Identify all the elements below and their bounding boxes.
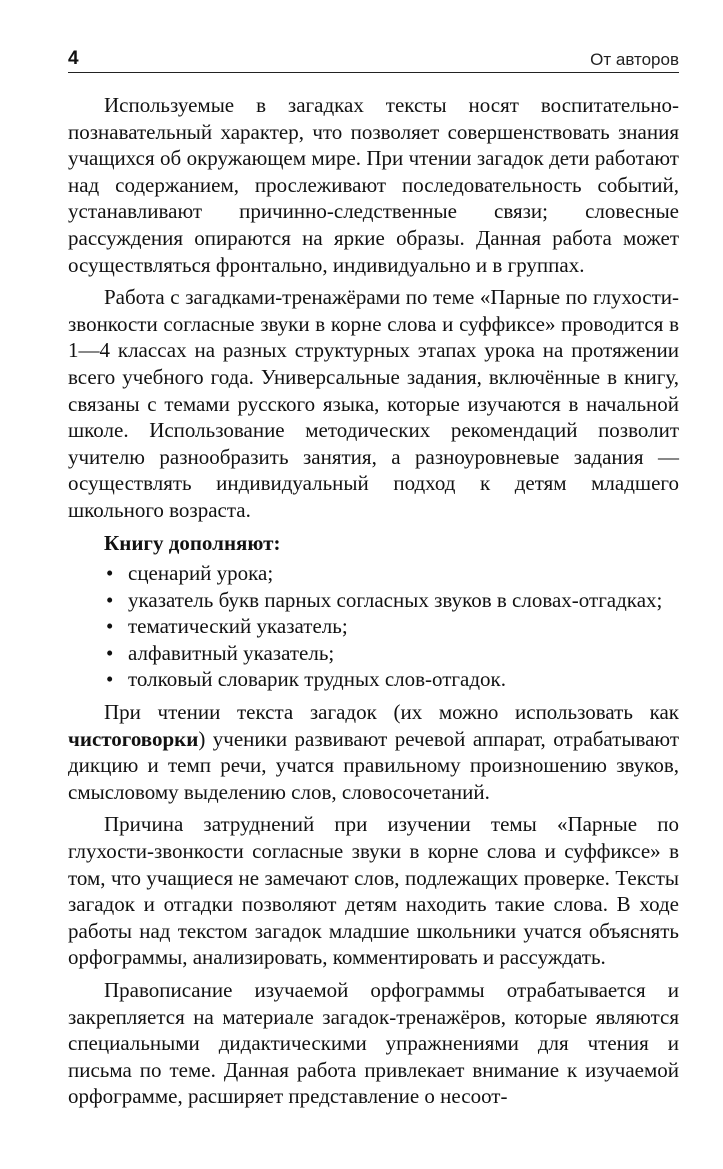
bullet-icon: •	[106, 561, 114, 586]
page-number: 4	[68, 48, 79, 69]
page-header	[68, 46, 679, 73]
paragraph-4: Причина затруднений при изучении темы «Парные по глухости-звонкости согласные звуки в корне слова и суффиксе» в том, что учащиеся не замечают слов, подлежащих проверке. Тексты загадок и отгадки позволяют детям находить такие слова. В ходе работы над текстом загадок младшие школьники учатся объяснять орфограммы, анализировать, комментировать и рассуждать.	[68, 812, 679, 970]
list-item	[104, 666, 679, 693]
paragraph-5: Правописание изучаемой орфограммы отрабатывается и закрепляется на материале загадок-тренажёров, которые являются специальными дидактическими упражнениями для чтения и письма по теме. Данная работа привлекает внимание к изучаемой орфограмме, расширяет представление о несоот-	[68, 978, 679, 1109]
running-title: От авторов	[590, 50, 679, 69]
list-item	[104, 560, 679, 587]
list-item	[104, 640, 679, 667]
list-item	[104, 587, 679, 614]
list-item-text: сценарий урока;	[128, 561, 274, 586]
bullet-icon: •	[106, 587, 114, 612]
paragraph-1: Используемые в загадках тексты носят воспитательно-познавательный характер, что позволяет совершенствовать знания учащихся об окружающем мире. При чтении загадок дети работают над содержанием, прослеживают последовательность событий, устанавливают причинно-следственные связи; словесные рассуждения опираются на яркие образы. Данная работа может осуществляться фронтально, индивидуально и в группах.	[68, 93, 679, 277]
supplements-heading: Книгу дополняют:	[104, 530, 281, 555]
list-item	[104, 613, 679, 640]
list-item-text: указатель букв парных согласных звуков в словах-отгадках;	[128, 587, 663, 612]
list-item-text: алфавитный указатель;	[128, 640, 335, 665]
bullet-icon: •	[106, 667, 114, 692]
bold-term: чистоговорки	[68, 726, 199, 751]
bullet-icon: •	[106, 614, 114, 639]
supplements-list	[68, 560, 679, 693]
paragraph-3	[68, 699, 679, 805]
paragraph-3-start: При чтении текста загадок (их можно использовать как	[104, 700, 679, 725]
paragraph-3-end: ) ученики развивают речевой аппарат, отрабатывают дикцию и темп речи, учатся правильному произношению звуков, смысловому выделению слов, словосочетаний.	[68, 726, 679, 804]
paragraph-2: Работа с загадками-тренажёрами по теме «Парные по глухости-звонкости согласные звуки в корне слова и суффиксе» проводится в 1—4 классах на разных структурных этапах урока на протяжении всего учебного года. Универсальные задания, включённые в книгу, связаны с темами русского языка, которые изучаются в начальной школе. Использование методических рекомендаций позволит учителю разнообразить занятия, а разноуровневые задания — осуществлять индивидуальный подход к детям младшего школьного возраста.	[68, 285, 679, 522]
body-text	[68, 92, 679, 1116]
list-item-text: толковый словарик трудных слов-отгадок.	[128, 667, 506, 692]
bullet-icon: •	[106, 640, 114, 665]
list-item-text: тематический указатель;	[128, 614, 348, 639]
